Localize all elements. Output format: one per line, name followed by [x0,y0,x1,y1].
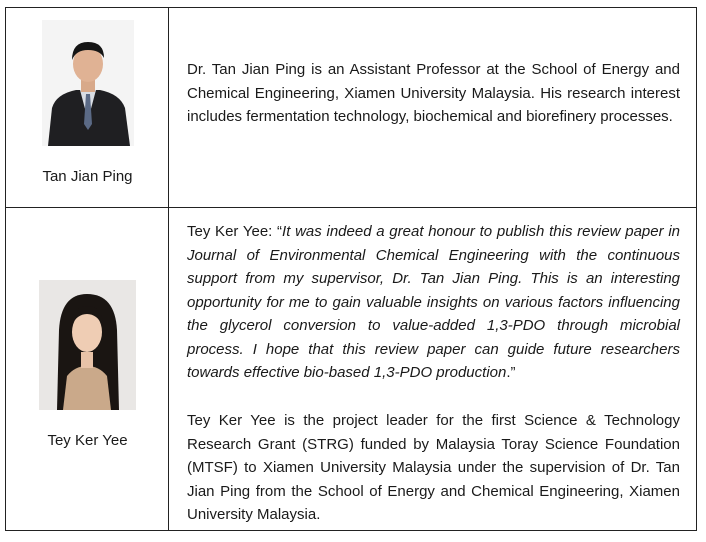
portrait-photo-tan-jian-ping [42,20,134,146]
photo-cell [6,208,169,530]
bio-cell [169,208,696,530]
quote-close: .” [506,364,516,381]
person-name: Tey Ker Yee [47,432,128,449]
profile-table [5,7,697,531]
portrait-photo-tey-ker-yee [39,280,136,410]
profile-row-tan-jian-ping [6,8,696,208]
portrait-image [39,280,136,410]
portrait-image [42,20,134,146]
quote-paragraph [187,220,680,385]
profile-row-tey-ker-yee [6,208,696,530]
bio-paragraph: Dr. Tan Jian Ping is an Assistant Professor at the School of Energy and Chemical Engineering, Xiamen University Malaysia. His research interest includes fermentation technology, biochemical and biorefinery processes. [187,61,680,125]
quote-speaker: Tey Ker Yee: “ [187,223,283,240]
person-name: Tan Jian Ping [42,168,133,185]
photo-cell [6,8,169,207]
bio-paragraph: Tey Ker Yee is the project leader for the first Science & Technology Research Grant (STRG) funded by Malaysia Toray Science Foundation (MTSF) to Xiamen University Malaysia under the supervision of Dr. Tan Jian Ping from the School of Energy and Chemical Engineering, Xiamen University Malaysia. [187,412,680,523]
bio-cell [169,8,696,207]
quote-text: It was indeed a great honour to publish this review paper in Journal of Environmental Chemical Engineering with the continuous support from my supervisor, Dr. Tan Jian Ping. This is an interesting opportunity for me to gain valuable insights on various factors influencing the glycerol conversion to value-added 1,3-PDO through microbial process. I hope that this review paper can guide future researchers towards effective bio-based 1,3-PDO production [187,223,680,381]
